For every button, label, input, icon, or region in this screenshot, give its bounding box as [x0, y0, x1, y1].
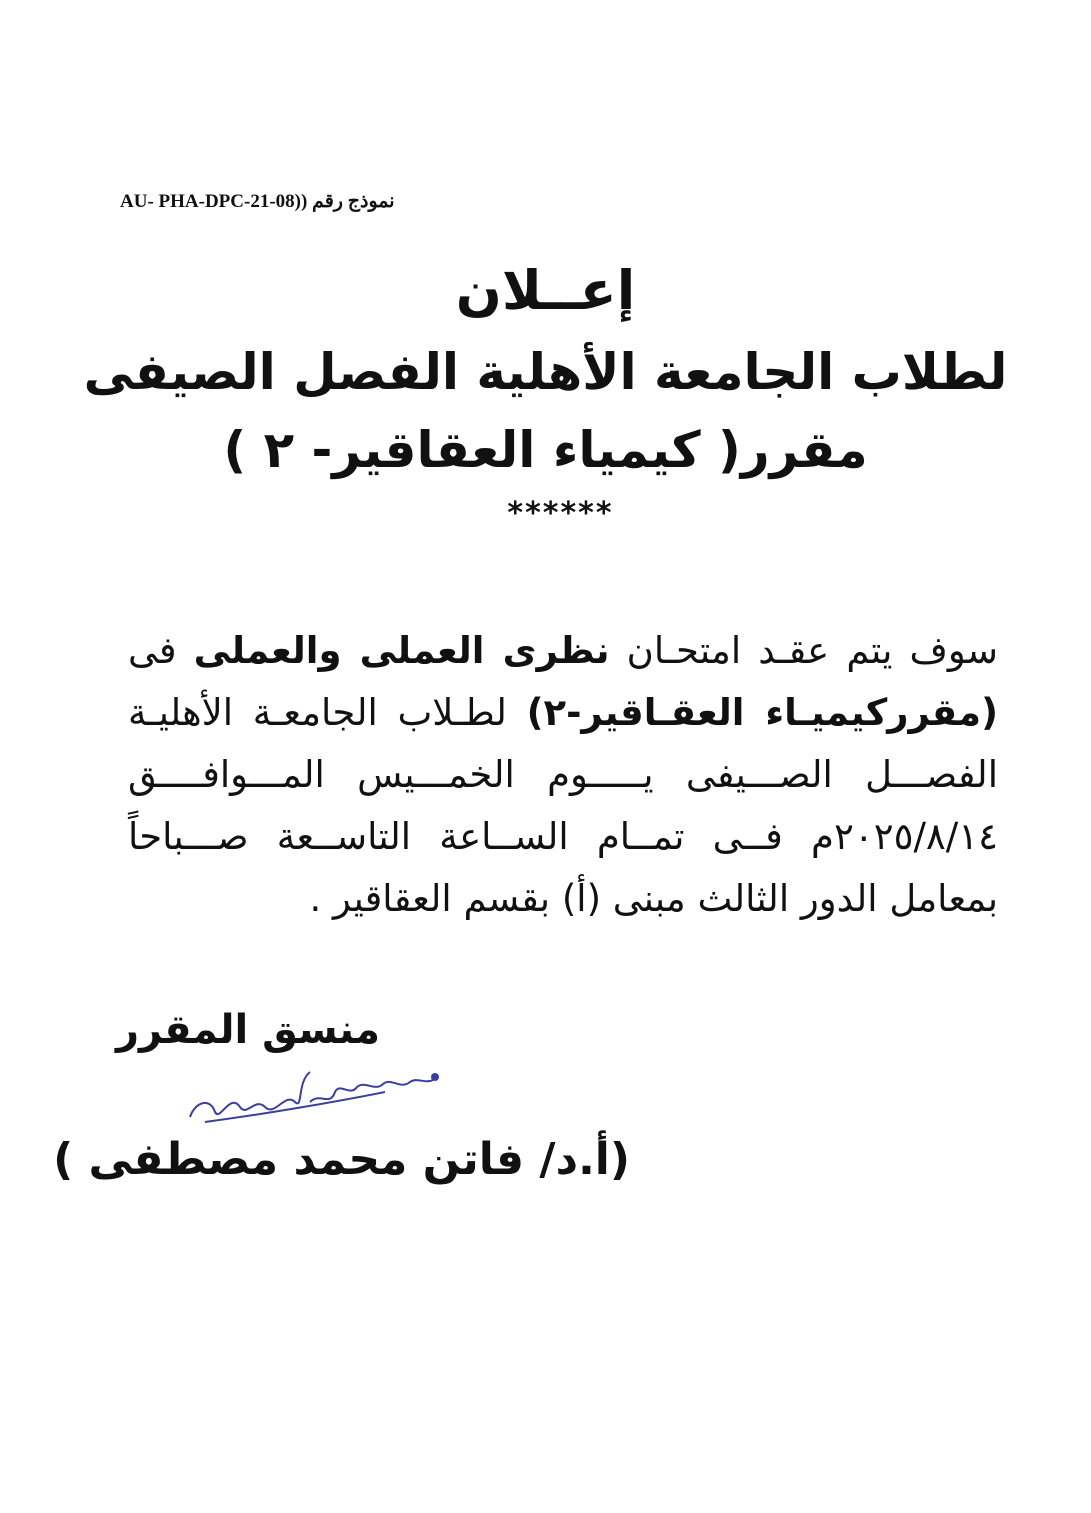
- form-number: [120, 190, 500, 214]
- coordinator-name: (أ.د/ فاتن محمد مصطفى ): [53, 1134, 630, 1185]
- separator-stars: ******: [507, 496, 614, 531]
- course-name: (مقرركيميـاء العقـاقير-٢): [526, 691, 998, 734]
- exam-type: نظرى العملى والعملى: [193, 629, 610, 672]
- form-number-code: AU- PHA-DPC-21-08): [120, 191, 301, 212]
- handwritten-signature: [185, 1062, 455, 1127]
- body-text: سوف يتم عقـد امتحـان: [609, 629, 999, 672]
- body-line-4: ٢٠٢٥/٨/١٤م فــى تمــام الســاعة التاســعة صـــباحاً: [128, 815, 998, 858]
- body-text: لطـلاب الجامعـة الأهليـة: [128, 691, 527, 734]
- announcement-body: [128, 620, 998, 930]
- announcement-audience: لطلاب الجامعة الأهلية الفصل الصيفى: [83, 343, 1008, 401]
- form-number-label: نموذج رقم (: [300, 191, 395, 212]
- course-title: مقرر( كيمياء العقاقير- ٢ ): [223, 421, 868, 479]
- body-text: فى: [128, 629, 194, 672]
- body-line-5: بمعامل الدور الثالث مبنى (أ) بقسم العقاقير .: [309, 877, 998, 920]
- body-line-1: [128, 620, 998, 682]
- body-line-3: الفصـــل الصـــيفى يـــــوم الخمـــيس المـــوافــــق: [128, 753, 998, 796]
- announcement-title: إعــلان: [455, 259, 636, 322]
- coordinator-label: منسق المقرر: [115, 1007, 380, 1053]
- body-line-2: [128, 682, 998, 744]
